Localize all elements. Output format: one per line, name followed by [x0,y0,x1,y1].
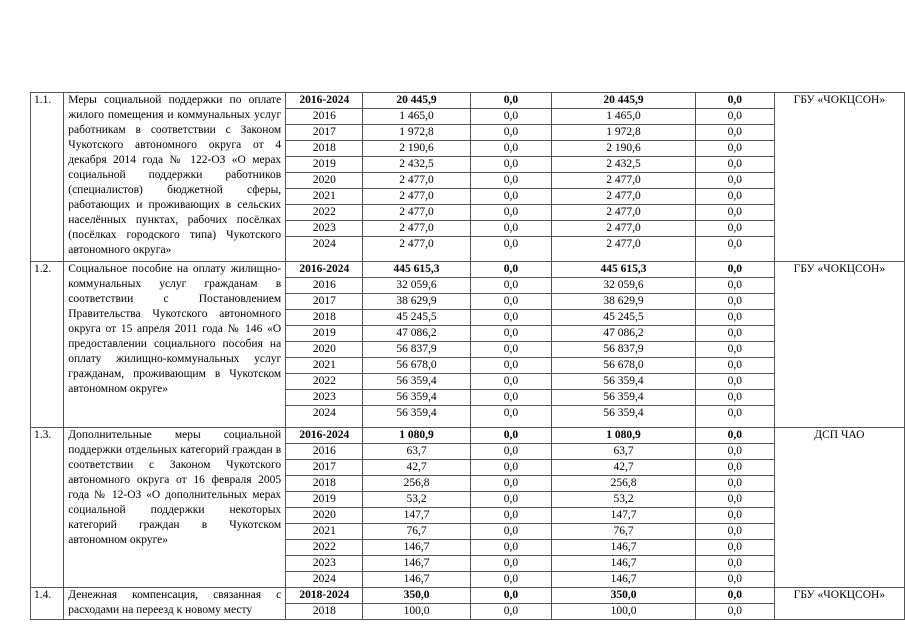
district-cell: 38 629,9 [552,294,696,310]
other-cell: 0,0 [695,374,774,390]
federal-cell: 0,0 [470,508,552,524]
other-cell: 0,0 [695,237,774,262]
federal-cell: 0,0 [470,262,552,278]
total-cell: 2 477,0 [363,221,470,237]
total-cell: 56 359,4 [363,374,470,390]
year-cell: 2022 [286,374,363,390]
other-cell: 0,0 [695,390,774,406]
district-cell: 146,7 [552,572,696,588]
executor-cell: ГБУ «ЧОКЦСОН» [774,588,904,620]
district-cell: 2 477,0 [552,221,696,237]
other-cell: 0,0 [695,604,774,620]
year-cell: 2020 [286,173,363,189]
other-cell: 0,0 [695,109,774,125]
district-cell: 56 359,4 [552,406,696,428]
year-cell: 2020 [286,342,363,358]
total-cell: 2 190,6 [363,141,470,157]
executor-cell: ДСП ЧАО [774,428,904,588]
federal-cell: 0,0 [470,540,552,556]
federal-cell: 0,0 [470,406,552,428]
other-cell: 0,0 [695,476,774,492]
total-cell: 1 465,0 [363,109,470,125]
year-cell: 2018 [286,141,363,157]
other-cell: 0,0 [695,492,774,508]
total-cell: 256,8 [363,476,470,492]
district-cell: 56 678,0 [552,358,696,374]
total-cell: 445 615,3 [363,262,470,278]
federal-cell: 0,0 [470,173,552,189]
year-cell: 2016 [286,444,363,460]
total-cell: 2 432,5 [363,157,470,173]
table-row [31,262,905,278]
other-cell: 0,0 [695,125,774,141]
total-cell: 56 678,0 [363,358,470,374]
total-cell: 63,7 [363,444,470,460]
district-cell: 1 080,9 [552,428,696,444]
table-row [31,93,905,109]
other-cell: 0,0 [695,278,774,294]
federal-cell: 0,0 [470,221,552,237]
other-cell: 0,0 [695,556,774,572]
year-cell: 2023 [286,390,363,406]
total-cell: 42,7 [363,460,470,476]
district-cell: 146,7 [552,540,696,556]
other-cell: 0,0 [695,189,774,205]
total-cell: 2 477,0 [363,189,470,205]
year-cell: 2023 [286,556,363,572]
year-cell: 2019 [286,492,363,508]
total-cell: 350,0 [363,588,470,604]
other-cell: 0,0 [695,310,774,326]
measure-description: Дополнительные меры социальной поддержки отдельных категорий граждан в соответствии с Законом Чукотского автономного округа от 16 февраля 2005 года № 12-ОЗ «О дополнительных мерах социальной поддержки некоторых категорий граждан в Чукотском автономном округе» [64,428,286,588]
federal-cell: 0,0 [470,428,552,444]
other-cell: 0,0 [695,524,774,540]
other-cell: 0,0 [695,262,774,278]
federal-cell: 0,0 [470,342,552,358]
district-cell: 2 477,0 [552,173,696,189]
total-cell: 56 359,4 [363,406,470,428]
federal-cell: 0,0 [470,93,552,109]
year-cell: 2017 [286,294,363,310]
federal-cell: 0,0 [470,444,552,460]
other-cell: 0,0 [695,508,774,524]
year-cell: 2023 [286,221,363,237]
year-cell: 2016-2024 [286,428,363,444]
year-cell: 2018 [286,604,363,620]
year-cell: 2018 [286,476,363,492]
federal-cell: 0,0 [470,492,552,508]
other-cell: 0,0 [695,205,774,221]
other-cell: 0,0 [695,588,774,604]
district-cell: 47 086,2 [552,326,696,342]
year-cell: 2017 [286,460,363,476]
district-cell: 2 190,6 [552,141,696,157]
table-row [31,428,905,444]
district-cell: 2 477,0 [552,237,696,262]
federal-cell: 0,0 [470,556,552,572]
federal-cell: 0,0 [470,237,552,262]
federal-cell: 0,0 [470,572,552,588]
district-cell: 63,7 [552,444,696,460]
total-cell: 47 086,2 [363,326,470,342]
executor-cell: ГБУ «ЧОКЦСОН» [774,262,904,428]
other-cell: 0,0 [695,326,774,342]
district-cell: 45 245,5 [552,310,696,326]
district-cell: 2 477,0 [552,189,696,205]
total-cell: 76,7 [363,524,470,540]
federal-cell: 0,0 [470,326,552,342]
year-cell: 2022 [286,540,363,556]
section-number: 1.2. [31,262,64,428]
federal-cell: 0,0 [470,278,552,294]
federal-cell: 0,0 [470,157,552,173]
district-cell: 1 972,8 [552,125,696,141]
year-cell: 2021 [286,358,363,374]
district-cell: 32 059,6 [552,278,696,294]
other-cell: 0,0 [695,540,774,556]
district-cell: 147,7 [552,508,696,524]
district-cell: 350,0 [552,588,696,604]
federal-cell: 0,0 [470,358,552,374]
year-cell: 2024 [286,237,363,262]
total-cell: 1 080,9 [363,428,470,444]
district-cell: 56 359,4 [552,390,696,406]
total-cell: 56 837,9 [363,342,470,358]
section-number: 1.4. [31,588,64,620]
year-cell: 2019 [286,326,363,342]
other-cell: 0,0 [695,221,774,237]
measure-description: Меры социальной поддержки по оплате жилого помещения и коммунальных услуг работникам в соответствии с Законом Чукотского автономного округа от 4 декабря 2014 года № 122-ОЗ «О мерах социальной поддержки работников (специалистов) бюджетной сферы, работающих и проживающих в сельских населённых пунктах, рабочих посёлках (посёлках городского типа) Чукотского автономного округа» [64,93,286,262]
executor-cell: ГБУ «ЧОКЦСОН» [774,93,904,262]
total-cell: 147,7 [363,508,470,524]
other-cell: 0,0 [695,342,774,358]
district-cell: 76,7 [552,524,696,540]
section-number: 1.3. [31,428,64,588]
other-cell: 0,0 [695,572,774,588]
district-cell: 56 837,9 [552,342,696,358]
measures-table-body [31,93,905,620]
federal-cell: 0,0 [470,205,552,221]
section-number: 1.1. [31,93,64,262]
year-cell: 2019 [286,157,363,173]
total-cell: 2 477,0 [363,173,470,189]
total-cell: 146,7 [363,540,470,556]
district-cell: 20 445,9 [552,93,696,109]
total-cell: 100,0 [363,604,470,620]
federal-cell: 0,0 [470,294,552,310]
other-cell: 0,0 [695,294,774,310]
district-cell: 56 359,4 [552,374,696,390]
district-cell: 1 465,0 [552,109,696,125]
year-cell: 2022 [286,205,363,221]
district-cell: 2 432,5 [552,157,696,173]
district-cell: 53,2 [552,492,696,508]
federal-cell: 0,0 [470,310,552,326]
federal-cell: 0,0 [470,460,552,476]
other-cell: 0,0 [695,173,774,189]
total-cell: 38 629,9 [363,294,470,310]
other-cell: 0,0 [695,141,774,157]
other-cell: 0,0 [695,358,774,374]
total-cell: 146,7 [363,572,470,588]
district-cell: 2 477,0 [552,205,696,221]
year-cell: 2024 [286,406,363,428]
table-row [31,588,905,604]
total-cell: 56 359,4 [363,390,470,406]
year-cell: 2024 [286,572,363,588]
total-cell: 53,2 [363,492,470,508]
measure-description: Социальное пособие на оплату жилищно-коммунальных услуг гражданам в соответствии с Постановлением Правительства Чукотского автономного округа от 15 апреля 2011 года № 146 «О предоставлении социального пособия на оплату жилищно-коммунальных услуг гражданам, проживающим в Чукотском автономном округе» [64,262,286,428]
measure-description: Денежная компенсация, связанная с расходами на переезд к новому месту [64,588,286,620]
year-cell: 2018 [286,310,363,326]
year-cell: 2016-2024 [286,262,363,278]
year-cell: 2020 [286,508,363,524]
district-cell: 256,8 [552,476,696,492]
federal-cell: 0,0 [470,390,552,406]
total-cell: 32 059,6 [363,278,470,294]
total-cell: 2 477,0 [363,237,470,262]
other-cell: 0,0 [695,93,774,109]
district-cell: 100,0 [552,604,696,620]
year-cell: 2018-2024 [286,588,363,604]
federal-cell: 0,0 [470,374,552,390]
federal-cell: 0,0 [470,604,552,620]
other-cell: 0,0 [695,444,774,460]
other-cell: 0,0 [695,157,774,173]
total-cell: 20 445,9 [363,93,470,109]
federal-cell: 0,0 [470,125,552,141]
year-cell: 2017 [286,125,363,141]
total-cell: 45 245,5 [363,310,470,326]
federal-cell: 0,0 [470,141,552,157]
year-cell: 2016 [286,278,363,294]
federal-cell: 0,0 [470,524,552,540]
year-cell: 2021 [286,524,363,540]
other-cell: 0,0 [695,406,774,428]
federal-cell: 0,0 [470,476,552,492]
district-cell: 146,7 [552,556,696,572]
measures-table [30,92,905,620]
other-cell: 0,0 [695,460,774,476]
year-cell: 2016 [286,109,363,125]
year-cell: 2016-2024 [286,93,363,109]
federal-cell: 0,0 [470,109,552,125]
other-cell: 0,0 [695,428,774,444]
total-cell: 146,7 [363,556,470,572]
federal-cell: 0,0 [470,588,552,604]
federal-cell: 0,0 [470,189,552,205]
district-cell: 42,7 [552,460,696,476]
year-cell: 2021 [286,189,363,205]
total-cell: 1 972,8 [363,125,470,141]
total-cell: 2 477,0 [363,205,470,221]
district-cell: 445 615,3 [552,262,696,278]
